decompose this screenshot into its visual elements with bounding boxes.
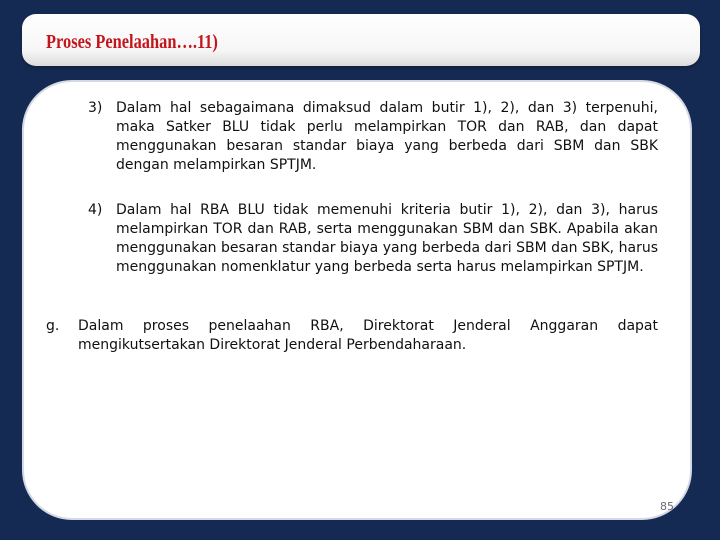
list-item-g: Dalam proses penelaahan RBA, Direktorat Jenderal Anggaran dapat mengikutsertakan Direktorat Jenderal Perbendaharaan. bbox=[78, 318, 658, 353]
list-item-4: Dalam hal RBA BLU tidak memenuhi kriteria butir 1), 2), dan 3), harus melampirkan TOR dan RAB, serta menggunakan SBM dan SBK. Apabila akan menggunakan besaran standar biaya yang berbeda dari SBM dan SBK, harus menggunakan nomenklatur yang berbeda serta harus melampirkan SPTJM. bbox=[116, 202, 658, 275]
list-marker-4: 4) bbox=[88, 202, 103, 218]
list-marker-3: 3) bbox=[88, 100, 103, 116]
page-number: 85 bbox=[660, 500, 674, 513]
list-marker-g: g. bbox=[46, 318, 60, 334]
slide-title: Proses Penelaahan….11) bbox=[46, 31, 218, 53]
list-item-3: Dalam hal sebagaimana dimaksud dalam butir 1), 2), dan 3) terpenuhi, maka Satker BLU tidak perlu melampirkan TOR dan RAB, dan dapat menggunakan besaran standar biaya yang berbeda dari SBM dan SBK dengan melampirkan SPTJM. bbox=[116, 100, 658, 173]
